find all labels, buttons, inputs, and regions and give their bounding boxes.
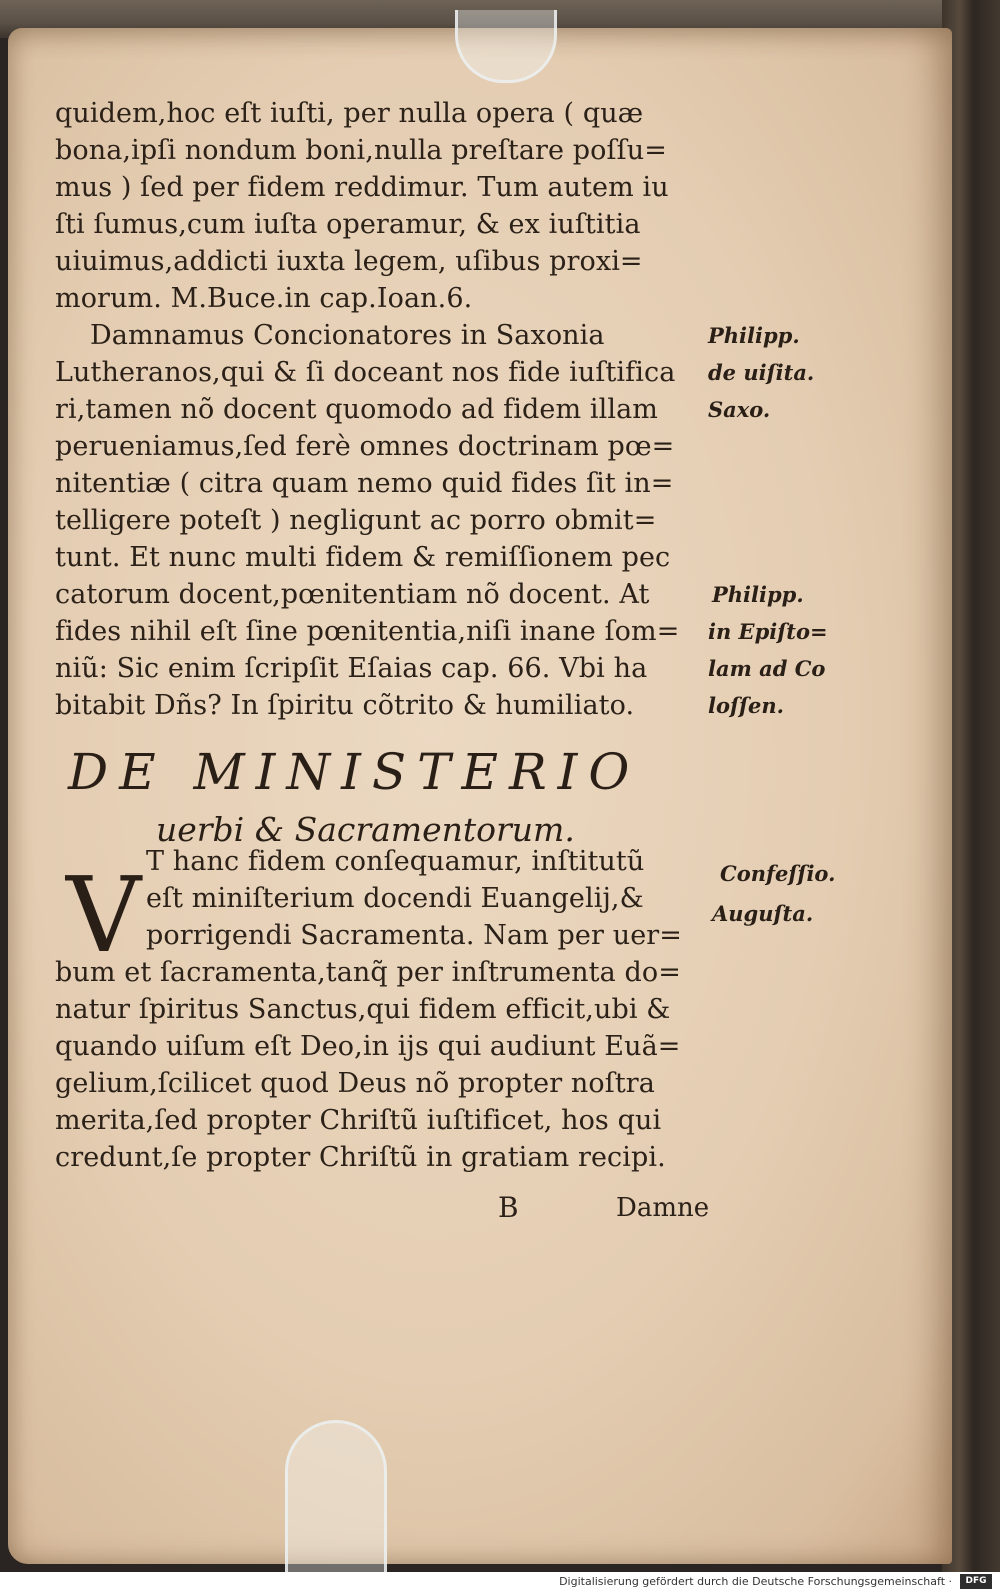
margin-note: Philipp. — [712, 582, 804, 607]
margin-note: Auguſta. — [712, 901, 814, 926]
text-line: bum et ſacramenta,tanq̃ per inſtrumenta do= — [55, 957, 681, 988]
text-line: credunt,ſe propter Chriſtũ in gratiam recipi. — [55, 1142, 666, 1173]
signature-mark: B — [498, 1191, 519, 1224]
text-line: quando uiſum eſt Deo,in ijs qui audiunt Euã= — [55, 1031, 681, 1062]
text-line: mus ) ſed per fidem reddimur. Tum autem iu — [55, 172, 669, 203]
margin-note: lam ad Co — [708, 656, 826, 681]
text-line: natur ſpiritus Sanctus,qui fidem efficit,ubi & — [55, 994, 671, 1025]
page-clip-bottom — [285, 1420, 387, 1573]
text-line: Lutheranos,qui & ſi doceant nos fide iuſtifica — [55, 357, 676, 388]
catchword: Damne — [616, 1193, 710, 1223]
margin-note: in Epiſto= — [708, 619, 828, 644]
text-line: tunt. Et nunc multi fidem & remiſſionem pec — [55, 542, 671, 573]
text-line: gelium,ſcilicet quod Deus nõ propter noſtra — [55, 1068, 655, 1099]
margin-note: de uiſita. — [708, 360, 815, 385]
margin-note: Confeſſio. — [720, 861, 836, 886]
text-line: porrigendi Sacramenta. Nam per uer= — [146, 920, 682, 951]
margin-note: Philipp. — [708, 323, 800, 348]
text-line: telligere poteſt ) negligunt ac porro obmit= — [55, 505, 657, 536]
text-line: niũ: Sic enim ſcripſit Eſaias cap. 66. Vbi ha — [55, 653, 648, 684]
section-heading: DE MINISTERIO — [68, 743, 641, 801]
text-line: T hanc fidem conſequamur, inſtitutũ — [146, 846, 645, 877]
margin-note: Saxo. — [708, 397, 771, 422]
digitization-footer — [0, 1572, 1000, 1592]
text-line: ri,tamen nõ docent quomodo ad fidem illam — [55, 394, 658, 425]
text-line: catorum docent,pœnitentiam nõ docent. At — [55, 579, 650, 610]
text-line: bona,ipſi nondum boni,nulla preſtare poſſu= — [55, 135, 667, 166]
text-line: merita,ſed propter Chriſtũ iuſtificet, hos qui — [55, 1105, 662, 1136]
text-line: perueniamus,ſed ferè omnes doctrinam pœ= — [55, 431, 675, 462]
text-line: Damnamus Concionatores in Saxonia — [90, 320, 605, 351]
book-page — [8, 28, 952, 1564]
text-line: fides nihil eſt ſine pœnitentia,niſi inane ſom= — [55, 616, 680, 647]
text-line: eſt miniſterium docendi Euangelij,& — [146, 883, 644, 914]
funding-credit: Digitalisierung gefördert durch die Deutsche Forschungsgemeinschaft · — [559, 1575, 952, 1588]
section-subheading: uerbi & Sacramentorum. — [156, 810, 575, 849]
text-line: nitentiæ ( citra quam nemo quid fides ſit in= — [55, 468, 674, 499]
text-line: quidem,hoc eſt iuſti, per nulla opera ( quæ — [55, 98, 644, 129]
text-line: bitabit Dñs? In ſpiritu cõtrito & humiliato. — [55, 690, 635, 721]
margin-note: loſſen. — [708, 693, 784, 718]
drop-initial: V — [66, 854, 142, 976]
text-line: uiuimus,addicti iuxta legem, uſibus proxi= — [55, 246, 643, 277]
text-line: morum. M.Buce.in cap.Ioan.6. — [55, 283, 473, 314]
dfg-logo-icon: DFG — [960, 1574, 992, 1589]
text-line: ſti ſumus,cum iuſta operamur, & ex iuſtitia — [55, 209, 641, 240]
